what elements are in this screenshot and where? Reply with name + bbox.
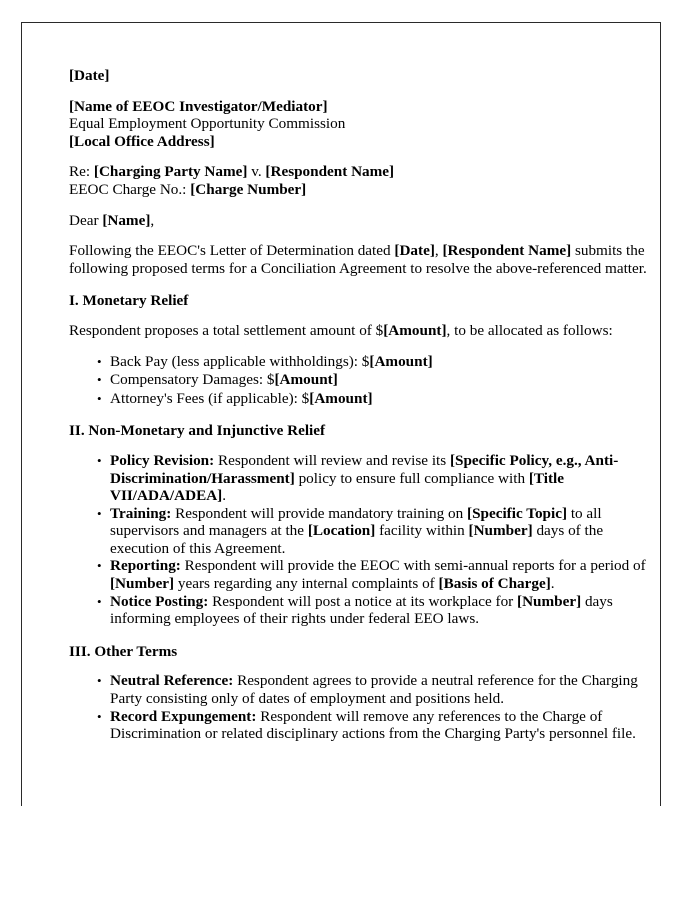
notice-days-placeholder: [Number] xyxy=(517,592,582,610)
intro-respondent-placeholder: [Respondent Name] xyxy=(442,242,572,260)
monetary-lead-text-1: Respondent proposes a total settlement amount of $ xyxy=(69,321,384,339)
charging-party-placeholder: [Charging Party Name] xyxy=(93,163,248,181)
training-label: Training: xyxy=(110,504,172,522)
attorney-fees-amount-placeholder: [Amount] xyxy=(309,389,373,407)
reporting-text-3: . xyxy=(550,575,555,593)
list-item xyxy=(110,452,661,505)
document-page xyxy=(21,22,661,806)
compensatory-damages-label: Compensatory Damages: $ xyxy=(110,371,275,389)
salutation-prefix: Dear xyxy=(69,211,103,229)
policy-revision-text-3: . xyxy=(222,487,227,505)
training-text-1: Respondent will provide mandatory training on xyxy=(171,504,468,522)
training-text-4: days of the execution of this Agreement. xyxy=(110,522,604,557)
location-placeholder: [Location] xyxy=(307,522,376,540)
reference-block xyxy=(69,163,661,198)
specific-policy-placeholder: [Specific Policy, e.g., Anti-Discrimination/Harassment] xyxy=(110,451,619,487)
compensatory-damages-amount-placeholder: [Amount] xyxy=(274,371,338,389)
statute-placeholder: [Title VII/ADA/ADEA] xyxy=(110,469,565,505)
monetary-lead-paragraph xyxy=(69,322,661,340)
list-item xyxy=(110,371,661,389)
training-days-placeholder: [Number] xyxy=(468,522,533,540)
notice-posting-text-2: days informing employees of their rights under federal EEO laws. xyxy=(110,592,613,628)
salutation-suffix: , xyxy=(150,211,155,229)
reporting-years-placeholder: [Number] xyxy=(110,575,175,593)
specific-topic-placeholder: [Specific Topic] xyxy=(467,504,568,522)
intro-paragraph xyxy=(69,242,661,277)
intro-text-1: Following the EEOC's Letter of Determination dated xyxy=(69,242,395,260)
section-heading-monetary-relief: I. Monetary Relief xyxy=(69,292,189,310)
other-terms-list xyxy=(69,672,661,742)
charge-number-placeholder: [Charge Number] xyxy=(190,180,307,198)
back-pay-label: Back Pay (less applicable withholdings): $ xyxy=(110,352,370,370)
notice-posting-text-1: Respondent will post a notice at its workplace for xyxy=(208,592,518,610)
record-expungement-label: Record Expungement: xyxy=(110,707,257,725)
monetary-relief-list xyxy=(69,353,661,408)
intro-date-placeholder: [Date] xyxy=(394,242,435,260)
charge-number-line xyxy=(69,181,661,199)
section-heading-other-terms: III. Other Terms xyxy=(69,642,178,660)
policy-revision-label: Policy Revision: xyxy=(110,451,215,469)
document-body xyxy=(69,67,661,743)
neutral-reference-text: Respondent agrees to provide a neutral reference for the Charging Party consisting only of dates of employment and positions held. xyxy=(110,672,638,708)
training-text-2: to all supervisors and managers at the xyxy=(110,504,602,540)
date-line: [Date] xyxy=(69,67,110,84)
salutation-name-placeholder: [Name] xyxy=(102,211,151,229)
policy-revision-text-2: policy to ensure full compliance with xyxy=(294,469,529,487)
section-heading-non-monetary-relief: II. Non-Monetary and Injunctive Relief xyxy=(69,422,326,440)
list-item xyxy=(110,708,661,743)
recipient-block xyxy=(69,98,661,151)
recipient-agency: Equal Employment Opportunity Commission xyxy=(69,115,346,133)
intro-text-3: submits the following proposed terms for a Conciliation Agreement to resolve the above-referenced matter. xyxy=(69,242,647,277)
record-expungement-text: Respondent will remove any references to the Charge of Discrimination or related disciplinary actions from the Charging Party's personnel file. xyxy=(110,707,636,743)
list-item xyxy=(110,593,661,628)
reporting-text-1: Respondent will provide the EEOC with semi-annual reports for a period of xyxy=(180,557,646,575)
monetary-lead-text-2: , to be allocated as follows: xyxy=(446,321,613,339)
list-item xyxy=(110,353,661,371)
reporting-label: Reporting: xyxy=(110,557,181,575)
recipient-address: [Local Office Address] xyxy=(69,132,215,150)
list-item xyxy=(110,505,661,558)
reporting-text-2: years regarding any internal complaints of xyxy=(174,575,439,593)
versus-text: v. xyxy=(247,163,266,181)
charge-label: EEOC Charge No.: xyxy=(69,180,191,198)
back-pay-amount-placeholder: [Amount] xyxy=(369,352,433,370)
basis-of-charge-placeholder: [Basis of Charge] xyxy=(438,575,551,593)
list-item xyxy=(110,672,661,707)
attorney-fees-label: Attorney's Fees (if applicable): $ xyxy=(110,389,310,407)
intro-text-2: , xyxy=(434,242,443,260)
training-text-3: facility within xyxy=(375,522,469,540)
notice-posting-label: Notice Posting: xyxy=(110,592,209,610)
neutral-reference-label: Neutral Reference: xyxy=(110,672,234,690)
salutation xyxy=(69,212,661,230)
list-item xyxy=(110,557,661,592)
re-line xyxy=(69,163,661,181)
non-monetary-relief-list xyxy=(69,452,661,628)
re-prefix: Re: xyxy=(69,163,94,181)
total-settlement-amount-placeholder: [Amount] xyxy=(383,321,447,339)
respondent-placeholder: [Respondent Name] xyxy=(265,163,395,181)
policy-revision-text-1: Respondent will review and revise its xyxy=(214,451,450,469)
recipient-name: [Name of EEOC Investigator/Mediator] xyxy=(69,97,328,115)
list-item xyxy=(110,390,661,408)
